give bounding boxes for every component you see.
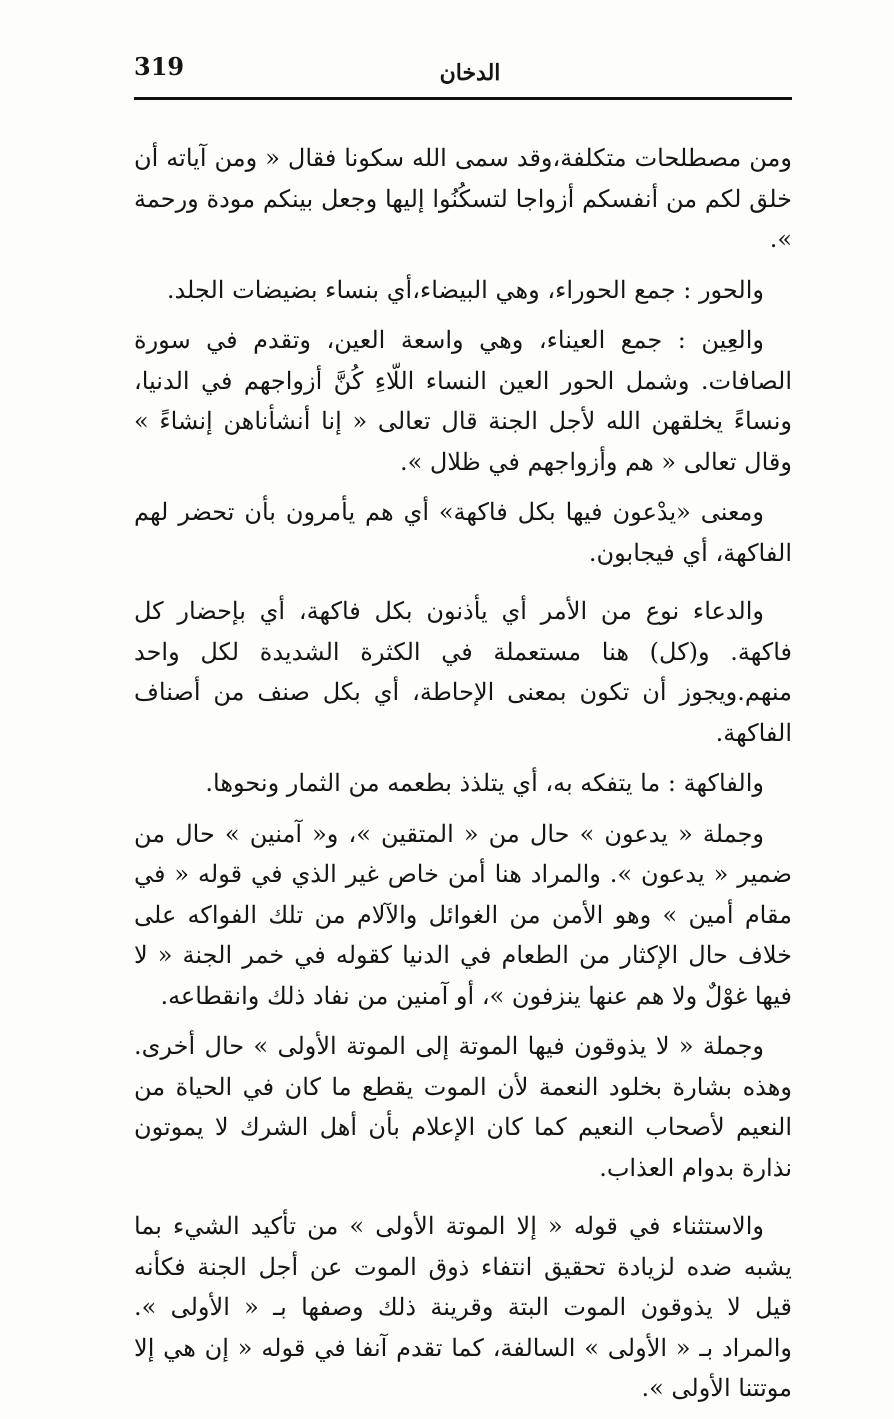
page-number: 319 [134, 52, 185, 81]
running-title: الدخان [439, 60, 501, 86]
paragraph: والحور : جمع الحوراء، وهي البيضاء،أي بنساء بضيضات الجلد. [166, 275, 764, 304]
page-body [134, 138, 792, 1419]
paragraph: والدعاء نوع من الأمر أي يأذنون بكل فاكهة، أي بإحضار كل فاكهة. و(كل) هنا مستعملة في الكثرة الشديدة لكل واحد منهم.ويجوز أن تكون بمعنى الإحاطة، أي بكل صنف من أصناف الفاكهة. [134, 597, 792, 747]
paragraph: والاستثناء في قوله « إلا الموتة الأولى » من تأكيد الشيء بما يشبه ضده لزيادة تحقيق انتفاء ذوق الموت عن أجل الجنة فكأنه قيل لا يذوقون الموت البتة وقرينة ذلك وصفها بـ « الأولى ». والمراد بـ « الأولى » السالفة، كما تقدم آنفا في قوله « إن هي إلا موتتنا الأولى ». [134, 1212, 792, 1402]
paragraph: والعِين : جمع العيناء، وهي واسعة العين، وتقدم في سورة الصافات. وشمل الحور العين النساء اللّاءِ كُنَّ أزواجهم في الدنيا، ونساءً يخلقهن الله لأجل الجنة قال تعالى « إنا أنشأناهن إنشاءً » وقال تعالى « هم وأزواجهم في ظلال ». [134, 326, 792, 476]
header-rule [134, 97, 792, 100]
paragraph: ومعنى «يدْعون فيها بكل فاكهة» أي هم يأمرون بأن تحضر لهم الفاكهة، أي فيجابون. [134, 498, 792, 567]
paragraph: والفاكهة : ما يتفكه به، أي يتلذذ بطعمه من الثمار ونحوها. [205, 769, 764, 797]
paragraph: ومن مصطلحات متكلفة،وقد سمى الله سكونا فقال « ومن آياته أن خلق لكم من أنفسكم أزواجا لتسكُنُوا إليها وجعل بينكم مودة ورحمة ». [134, 144, 792, 253]
paragraph: وجملة « لا يذوقون فيها الموتة إلى الموتة الأولى » حال أخرى. وهذه بشارة بخلود النعمة لأن الموت يقطع ما كان في الحياة من النعيم لأصحاب النعيم كما كان الإعلام بأن أهل الشرك لا يموتون نذارة بدوام العذاب. [134, 1032, 792, 1182]
paragraph: وجملة « يدعون » حال من « المتقين »، و« آمنين » حال من ضمير « يدعون ». والمراد هنا أمن خاص غير الذي في قوله « في مقام أمين » وهو الأمن من الغوائل والآلام من تلك الفواكه على خلاف حال الإكثار من الطعام في الدنيا كقوله في خمر الجنة « لا فيها غوْلٌ ولا هم عنها ينزفون »، أو آمنين من نفاد ذلك وانقطاعه. [134, 819, 793, 1010]
